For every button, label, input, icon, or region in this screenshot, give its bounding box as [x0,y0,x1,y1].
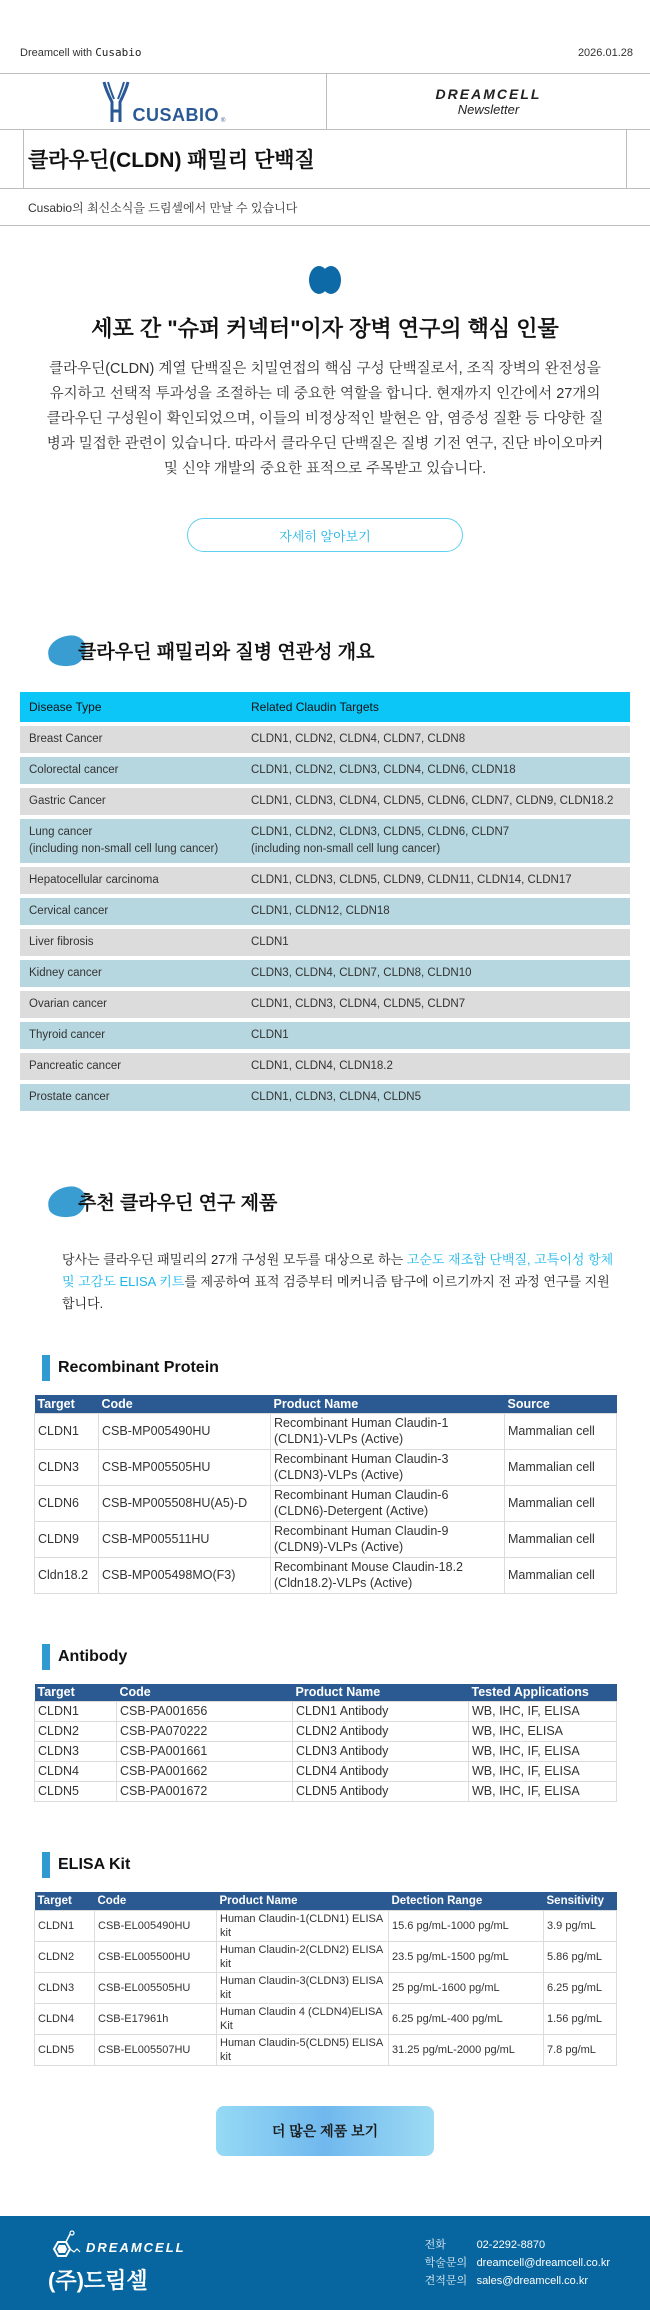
detection-range-cell: 6.25 pg/mL-400 pg/mL [389,2003,544,2034]
detection-range-cell: 15.6 pg/mL-1000 pg/mL [389,1910,544,1941]
disease-cell [20,819,242,863]
recombinant-header [42,1355,650,1381]
targets-cell: CLDN1, CLDN3, CLDN5, CLDN9, CLDN11, CLDN14, CLDN17 [242,867,630,894]
contact-info [425,2236,610,2290]
target-cell: CLDN4 [35,2003,95,2034]
learn-more-button[interactable]: 자세히 알아보기 [187,518,463,552]
table-row [20,1084,630,1111]
brand-name: Cusabio [95,46,142,59]
recombinant-title: Recombinant Protein [58,1359,219,1376]
target-cell: CLDN2 [35,1941,95,1972]
source-cell: Mammalian cell [505,1413,617,1449]
col-target: Target [35,1684,117,1702]
target-cell: CLDN3 [35,1449,99,1485]
newsletter-header [0,73,650,129]
col-product-name: Product Name [271,1395,505,1413]
target-cell: CLDN5 [35,2034,95,2065]
code-cell[interactable]: CSB-MP005490HU [99,1413,271,1449]
sensitivity-cell: 1.56 pg/mL [544,2003,617,2034]
antibody-table [34,1684,617,1803]
table-row [20,1022,630,1049]
col-code: Code [99,1395,271,1413]
table-row [35,1972,617,2003]
contact-sales [425,2272,610,2290]
contact-label: 학술문의 [424,2256,468,2269]
code-cell[interactable]: CSB-PA001672 [117,1782,293,1802]
targets-cell: CLDN1 [242,929,630,956]
col-product-name: Product Name [293,1684,469,1702]
section-bar-icon [42,1644,50,1670]
sensitivity-cell: 3.9 pg/mL [544,1910,617,1941]
source-cell: Mammalian cell [505,1521,617,1557]
elisa-header [42,1852,650,1878]
footer [0,2216,650,2310]
table-header-row [20,692,630,722]
product-name-cell[interactable]: Human Claudin-1(CLDN1) ELISA kit [217,1910,389,1941]
table-row [20,898,630,925]
code-cell[interactable]: CSB-E17961h [95,2003,217,2034]
col-code: Code [95,1892,217,1910]
code-cell[interactable]: CSB-PA001662 [117,1762,293,1782]
target-cell: CLDN2 [35,1722,117,1742]
product-name-cell[interactable]: Human Claudin 4 (CLDN4)ELISA Kit [217,2003,389,2034]
sensitivity-cell: 5.86 pg/mL [544,1941,617,1972]
product-name-cell[interactable]: CLDN5 Antibody [293,1782,469,1802]
code-cell[interactable]: CSB-MP005511HU [99,1521,271,1557]
issue-date: 2026.01.28 [577,47,633,59]
products-section-header [48,1181,650,1221]
more-products-button[interactable]: 더 많은 제품 보기 [216,2106,434,2156]
detection-range-cell: 31.25 pg/mL-2000 pg/mL [389,2034,544,2065]
sales-email-link[interactable]: sales@dreamcell.co.kr [476,2274,588,2287]
product-name-cell[interactable]: Recombinant Human Claudin-1 (CLDN1)-VLPs (Active) [271,1413,505,1449]
code-cell[interactable]: CSB-EL005507HU [95,2034,217,2065]
logo-korean: (주)드림셀 [48,2268,148,2293]
sensitivity-cell: 6.25 pg/mL [544,1972,617,2003]
detection-range-cell: 23.5 pg/mL-1500 pg/mL [389,1941,544,1972]
logo-row [48,2230,186,2264]
table-header-row [35,1395,617,1413]
antibody-title: Antibody [58,1647,128,1665]
disease-cell: Pancreatic cancer [20,1053,242,1080]
newsletter-brand: DREAMCELL [435,86,542,102]
product-name-cell[interactable]: Human Claudin-3(CLDN3) ELISA kit [217,1972,389,2003]
table-row [20,726,630,753]
col-tested-applications: Tested Applications [469,1684,617,1702]
target-cell: CLDN5 [35,1782,117,1802]
table-row [35,1449,617,1485]
col-source: Source [505,1395,617,1413]
elisa-title: ELISA Kit [58,1856,131,1873]
code-cell[interactable]: CSB-EL005490HU [95,1910,217,1941]
product-name-cell[interactable]: Human Claudin-5(CLDN5) ELISA kit [217,2034,389,2065]
cusabio-logo[interactable] [101,80,226,124]
table-row [35,1557,617,1593]
targets-cell: CLDN1, CLDN3, CLDN4, CLDN5 [242,1084,630,1111]
table-row [35,1941,617,1972]
right-gutter [626,130,650,188]
table-header-row [35,1684,617,1702]
disease-cell: Prostate cancer [20,1084,242,1111]
section-bar-icon [42,1355,50,1381]
elisa-table [34,1892,617,2066]
intro-heading: 세포 간 "슈퍼 커넥터"이자 장벽 연구의 핵심 인물 [91,316,559,341]
target-cell: CLDN9 [35,1521,99,1557]
product-name-cell[interactable]: Recombinant Human Claudin-3 (CLDN3)-VLPs (Active) [271,1449,505,1485]
section-bar-icon [42,1852,50,1878]
disease-note: (including non-small cell lung cancer) [29,843,219,855]
table-row [20,1053,630,1080]
col-target: Target [35,1395,99,1413]
contact-label: 전화 [424,2238,446,2251]
col-target: Target [35,1892,95,1910]
intro-text: 당사는 클라우딘 패밀리의 27개 구성원 모두를 대상으로 하는 [62,1252,407,1267]
table-row [35,1521,617,1557]
code-cell[interactable]: CSB-PA001656 [117,1702,293,1722]
col-disease-type: Disease Type [20,692,242,722]
code-cell[interactable]: CSB-MP005498MO(F3) [99,1557,271,1593]
col-related-targets: Related Claudin Targets [242,692,630,722]
sensitivity-cell: 7.8 pg/mL [544,2034,617,2065]
disease-cell: Kidney cancer [20,960,242,987]
products-section [0,1181,650,2156]
product-name-cell[interactable]: CLDN3 Antibody [293,1742,469,1762]
target-cell: Cldn18.2 [35,1557,99,1593]
table-row [20,991,630,1018]
table-row [35,2034,617,2065]
source-cell: Mammalian cell [505,1557,617,1593]
table-row [35,1413,617,1449]
table-row [20,960,630,987]
targets-note: (including non-small cell lung cancer) [251,843,441,855]
contact-academic [425,2254,610,2272]
table-row [20,929,630,956]
table-header-row [35,1892,617,1910]
brand-line [20,46,142,59]
brand-prefix: Dreamcell with [20,47,96,59]
contact-label: 견적문의 [424,2274,468,2287]
product-name-cell[interactable]: CLDN1 Antibody [293,1702,469,1722]
table-row [35,2003,617,2034]
left-gutter [0,130,24,188]
table-row [20,819,630,863]
partner-logo-cell [0,74,327,129]
detection-range-cell: 25 pg/mL-1600 pg/mL [389,1972,544,2003]
target-cell: CLDN1 [35,1910,95,1941]
applications-cell: WB, IHC, IF, ELISA [469,1742,617,1762]
academic-email-link[interactable]: dreamcell@dreamcell.co.kr [476,2256,610,2269]
intro-section [0,226,650,552]
newsletter-word: Newsletter [457,102,520,117]
code-cell[interactable]: CSB-MP005508HU(A5)-D [99,1485,271,1521]
targets-cell: CLDN3, CLDN4, CLDN7, CLDN8, CLDN10 [242,960,630,987]
cusabio-wordmark: CUSABIO [132,104,220,125]
intro-text: 를 제공하여 표적 검증부터 메커니즘 탐구에 이르기까지 전 과정 연구를 지원합니다. [62,1274,610,1311]
disease-section-title: 클라우딘 패밀리와 질병 연관성 개요 [78,641,375,663]
target-cell: CLDN6 [35,1485,99,1521]
product-name-cell[interactable]: CLDN4 Antibody [293,1762,469,1782]
target-cell: CLDN3 [35,1742,117,1762]
top-bar [0,0,650,73]
disease-cell: Colorectal cancer [20,757,242,784]
table-row [35,1742,617,1762]
contact-phone [425,2236,610,2254]
target-cell: CLDN1 [35,1702,117,1722]
source-cell: Mammalian cell [505,1485,617,1521]
page-subtitle: Cusabio의 최신소식을 드림셀에서 만날 수 있습니다 [0,188,650,226]
code-cell[interactable]: CSB-PA070222 [117,1722,293,1742]
col-code: Code [117,1684,293,1702]
targets-cell: CLDN1 [242,1022,630,1049]
products-section-title: 추천 클라우딘 연구 제품 [78,1192,278,1214]
table-row [35,1485,617,1521]
source-cell: Mammalian cell [505,1449,617,1485]
applications-cell: WB, IHC, ELISA [469,1722,617,1742]
phone-link[interactable]: 02-2292-8870 [476,2238,546,2251]
logo-english: DREAMCELL [86,2239,186,2255]
table-row [35,1702,617,1722]
applications-cell: WB, IHC, IF, ELISA [469,1702,617,1722]
disease-cell: Breast Cancer [20,726,242,753]
claudin-blob-icon [309,266,341,294]
disease-cell: Gastric Cancer [20,788,242,815]
products-intro [62,1249,622,1315]
recombinant-table [34,1395,617,1594]
targets-cell: CLDN1, CLDN3, CLDN4, CLDN5, CLDN6, CLDN7, CLDN9, CLDN18.2 [242,788,630,815]
applications-cell: WB, IHC, IF, ELISA [469,1762,617,1782]
targets-cell [242,819,630,863]
page-title: 클라우딘(CLDN) 패밀리 단백질 [28,149,315,172]
disease-cell: Thyroid cancer [20,1022,242,1049]
registered-mark: ® [221,117,226,124]
table-row [20,757,630,784]
disease-table [20,688,630,1115]
product-name-cell[interactable]: Recombinant Mouse Claudin-18.2 (Cldn18.2)-VLPs (Active) [271,1557,505,1593]
molecule-icon [48,2230,82,2264]
product-name-cell[interactable]: Recombinant Human Claudin-6 (CLDN6)-Detergent (Active) [271,1485,505,1521]
cusabio-hands-icon [101,80,131,124]
disease-cell: Hepatocellular carcinoma [20,867,242,894]
code-cell[interactable]: CSB-PA001661 [117,1742,293,1762]
col-sensitivity: Sensitivity [544,1892,617,1910]
col-detection-range: Detection Range [389,1892,544,1910]
disease-section-header [48,630,650,670]
targets-cell: CLDN1, CLDN2, CLDN4, CLDN7, CLDN8 [242,726,630,753]
targets-list: CLDN1, CLDN2, CLDN3, CLDN5, CLDN6, CLDN7 [251,826,510,838]
code-cell[interactable]: CSB-EL005505HU [95,1972,217,2003]
code-cell[interactable]: CSB-MP005505HU [99,1449,271,1485]
targets-cell: CLDN1, CLDN12, CLDN18 [242,898,630,925]
targets-cell: CLDN1, CLDN2, CLDN3, CLDN4, CLDN6, CLDN18 [242,757,630,784]
code-cell[interactable]: CSB-EL005500HU [95,1941,217,1972]
target-cell: CLDN4 [35,1762,117,1782]
disease-cell: Liver fibrosis [20,929,242,956]
product-name-cell[interactable]: Recombinant Human Claudin-9 (CLDN9)-VLPs (Active) [271,1521,505,1557]
table-row [20,788,630,815]
table-row [35,1762,617,1782]
intro-body: 클라우딘(CLDN) 계열 단백질은 치밀연접의 핵심 구성 단백질로서, 조직 장벽의 완전성을 유지하고 선택적 투과성을 조절하는 데 중요한 역할을 합니다. 현재까지 인간에서 27개의 클라우딘 구성원이 확인되었으며, 이들의 비정상적인 발현은 암, 염증성 질환 등 다양한 질병과 밀접한 관련이 있습니다. 따라서 클라우딘 단백질은 질병 기전 연구, 진단 바이오마커 및 신약 개발의 중요한 표적으로 주목받고 있습니다. [46,361,604,477]
target-cell: CLDN3 [35,1972,95,2003]
product-name-cell[interactable]: Human Claudin-2(CLDN2) ELISA kit [217,1941,389,1972]
disease-cell: Ovarian cancer [20,991,242,1018]
product-name-cell[interactable]: CLDN2 Antibody [293,1722,469,1742]
title-row [0,129,650,188]
applications-cell: WB, IHC, IF, ELISA [469,1782,617,1802]
newsletter-label [327,74,650,129]
targets-cell: CLDN1, CLDN4, CLDN18.2 [242,1053,630,1080]
target-cell: CLDN1 [35,1413,99,1449]
table-row [35,1782,617,1802]
table-row [35,1722,617,1742]
disease-cell: Cervical cancer [20,898,242,925]
table-row [20,867,630,894]
dreamcell-logo[interactable] [48,2230,186,2295]
disease-section [0,630,650,1115]
antibody-header [42,1644,650,1670]
disease-name: Lung cancer [29,826,93,838]
table-row [35,1910,617,1941]
intro-highlight: 고순도 재조합 단백질, 고특이성 항체 및 고감도 ELISA 키트 [62,1252,614,1289]
targets-cell: CLDN1, CLDN3, CLDN4, CLDN5, CLDN7 [242,991,630,1018]
col-product-name: Product Name [217,1892,389,1910]
